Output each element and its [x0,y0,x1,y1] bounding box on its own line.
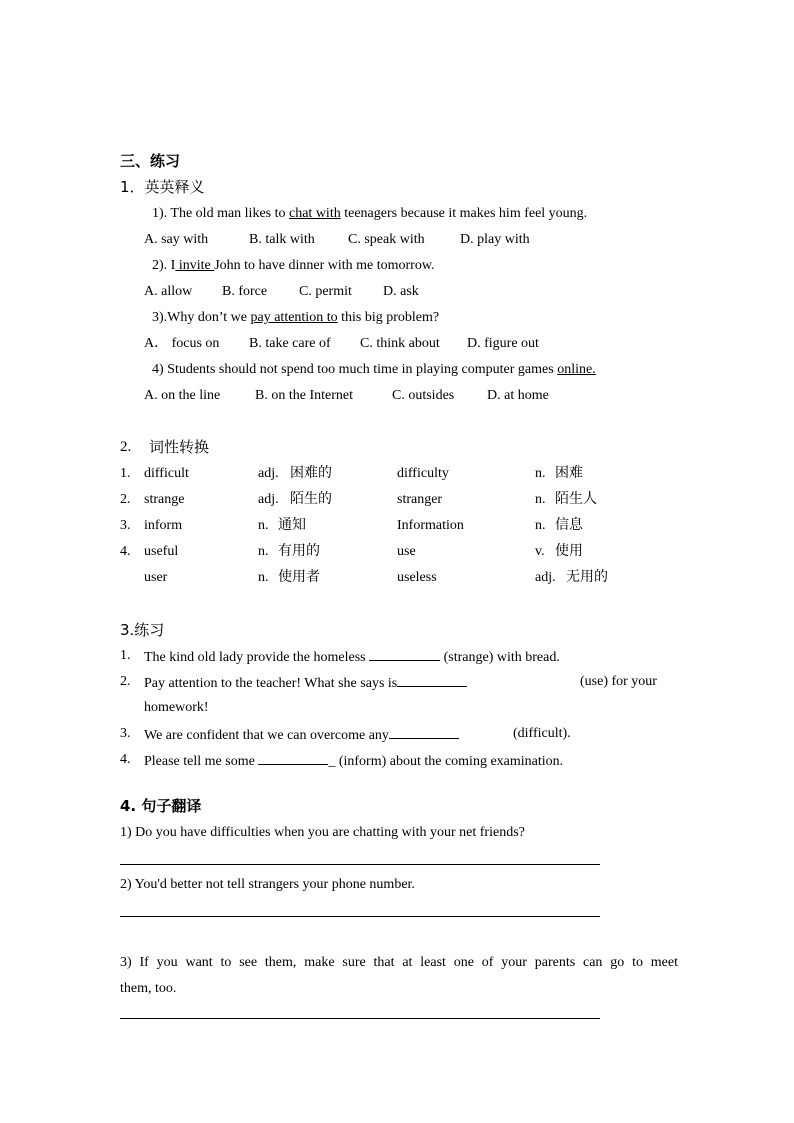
row-number: 3. [120,518,131,533]
part-of-speech: n. [258,518,269,533]
answer-line[interactable] [120,1018,600,1019]
word: strange [144,492,185,507]
row-number: 4. [120,544,131,559]
option-b: B. force [222,284,268,299]
part2-heading-number: 2. [120,439,132,455]
question-4 [152,361,596,379]
part-of-speech: n. [535,518,546,533]
question-text: John to have dinner with me tomorrow. [214,258,435,273]
part-of-speech: adj. [535,570,556,585]
option-c: C. think about [360,336,440,351]
word: useless [397,570,437,585]
word: Information [397,518,464,533]
option-c: C. permit [299,284,352,299]
meaning: 困难 [555,465,583,481]
exercise-number: 4. [120,752,131,767]
exercise-text: (use) for your [580,674,657,689]
exercise-text: (strange) with bread. [440,650,560,665]
answer-blank[interactable] [397,673,467,687]
exercise-number: 3. [120,726,131,741]
question-text: 4) Students should not spend too much time in playing computer games [152,362,558,377]
part-of-speech: n. [258,544,269,559]
meaning: 无用的 [566,569,608,585]
translation-3-continued: them, too. [120,981,177,996]
underlined-phrase: invite [175,258,215,273]
underlined-phrase: online. [557,362,596,377]
question-text: 1). The old man likes to [152,206,289,221]
answer-blank[interactable] [369,647,440,661]
section-title: 三、练习 [120,152,181,170]
exercise-text: (difficult). [513,726,571,741]
word: inform [144,518,183,533]
part3-heading: 3.练习 [120,621,165,639]
exercise-text: Please tell me some [144,754,259,769]
question-text: this big problem? [337,310,440,325]
part-of-speech: v. [535,544,545,559]
meaning: 通知 [278,517,306,533]
word: difficult [144,466,189,481]
option-b: B. talk with [249,232,315,247]
underlined-phrase: chat with [289,206,341,221]
option-c: C. speak with [348,232,425,247]
meaning: 有用的 [278,543,320,559]
word: user [144,570,168,585]
word: use [397,544,416,559]
option-d: D. at home [487,388,549,403]
part-of-speech: n. [258,570,269,585]
meaning: 使用 [555,543,583,559]
underscore-mark: _ [328,754,336,769]
option-a: A. allow [144,284,193,299]
question-text: teenagers because it makes him feel young. [340,206,588,221]
meaning: 陌生人 [555,491,597,507]
part1-heading: 1．英英释义 [120,178,205,196]
option-a: A. on the line [144,388,221,403]
translation-3: 3) If you want to see them, make sure that at least one of your parents can go to meet [120,955,678,970]
meaning: 陌生的 [290,491,332,507]
part-of-speech: adj. [258,466,279,481]
question-text: 3).Why don’t we [152,310,251,325]
exercise-2 [144,673,467,693]
exercise-text: Pay attention to the teacher! What she says is [144,676,398,691]
word: difficulty [397,466,449,481]
exercise-text: We are confident that we can overcome any [144,728,389,743]
option-b: B. on the Internet [255,388,353,403]
meaning: 困难的 [290,465,332,481]
option-d: D. play with [460,232,530,247]
option-a: A. say with [144,232,209,247]
word: stranger [397,492,443,507]
exercise-1 [144,647,560,667]
part-of-speech: n. [535,492,546,507]
exercise-number: 2. [120,674,131,689]
part2-heading: 词性转换 [149,438,210,456]
question-2 [152,257,435,275]
option-d: D. figure out [467,336,539,351]
meaning: 信息 [555,517,583,533]
row-number: 1. [120,466,131,481]
option-a: A． focus on [144,336,220,351]
answer-blank[interactable] [389,725,459,739]
part-of-speech: adj. [258,492,279,507]
question-text: 2). I [152,258,176,273]
row-number: 2. [120,492,131,507]
exercise-number: 1. [120,648,131,663]
exercise-3 [144,725,459,745]
exercise-text: homework! [144,700,209,715]
word: useful [144,544,179,559]
option-d: D. ask [383,284,419,299]
meaning: 使用者 [278,569,320,585]
part4-heading: 4. 句子翻译 [120,797,202,815]
exercise-text: The kind old lady provide the homeless [144,650,370,665]
part-of-speech: n. [535,466,546,481]
answer-line[interactable] [120,864,600,865]
answer-blank[interactable] [258,751,328,765]
translation-2: 2) You'd better not tell strangers your phone number. [120,877,415,892]
question-1 [152,205,587,223]
exercise-text: (inform) about the coming examination. [335,754,564,769]
underlined-phrase: pay attention to [250,310,338,325]
option-b: B. take care of [249,336,331,351]
option-c: C. outsides [392,388,455,403]
question-3 [152,309,439,327]
exercise-4 [144,751,563,771]
translation-1: 1) Do you have difficulties when you are chatting with your net friends? [120,825,525,840]
answer-line[interactable] [120,916,600,917]
